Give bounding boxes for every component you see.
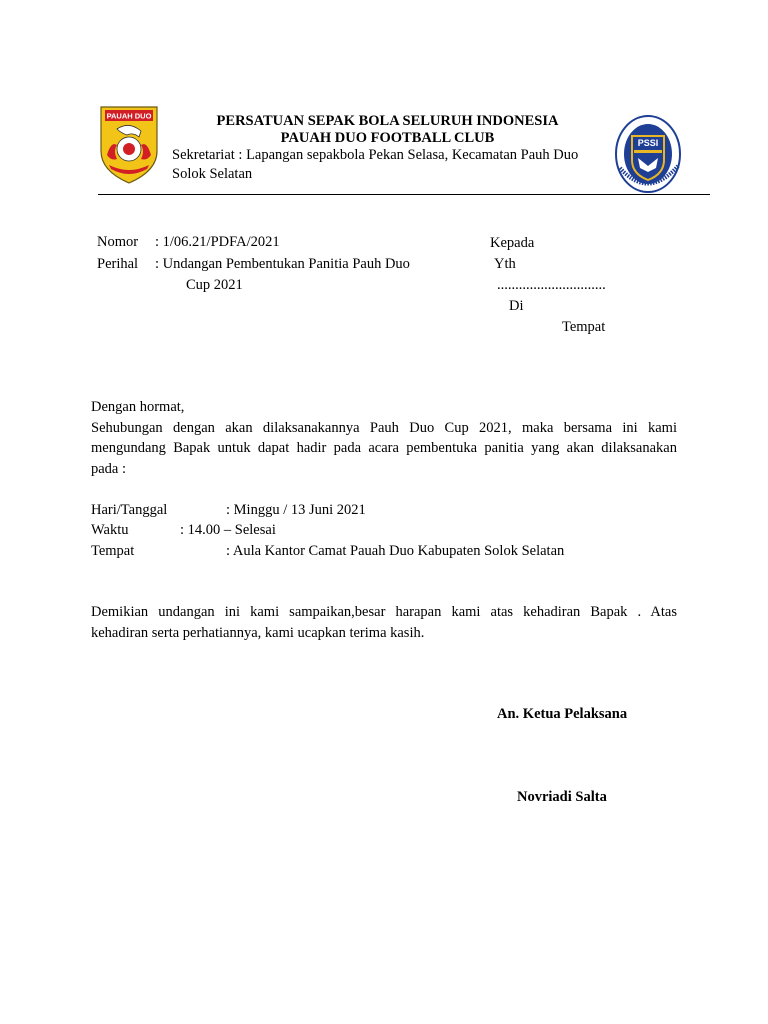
perihal-label: Perihal (97, 256, 139, 272)
logo-banner-text: PAUAH DUO (106, 111, 152, 121)
pssi-text: PSSI (637, 138, 659, 148)
recipient-tempat: Tempat (562, 319, 606, 335)
detail-waktu-value: : 14.00 – Selesai (180, 522, 276, 538)
detail-hari-label: Hari/Tanggal (91, 502, 168, 518)
nomor-label: Nomor (97, 234, 139, 250)
perihal-value-line1: : Undangan Pembentukan Panitia Pauh Duo (155, 256, 410, 272)
paragraph1-line2: mengundang Bapak untuk dapat hadir pada acara pembentuka panitia yang akan dilaksanakan (91, 440, 677, 456)
pauah-duo-logo (99, 105, 159, 185)
recipient-yth: Yth (494, 256, 516, 272)
org-name-line2: PAUAH DUO FOOTBALL CLUB (280, 130, 495, 146)
signature-name: Novriadi Salta (517, 789, 607, 805)
detail-tempat-value: : Aula Kantor Camat Pauah Duo Kabupaten Solok Selatan (226, 543, 565, 559)
recipient-kepada: Kepada (490, 235, 535, 251)
detail-waktu-label: Waktu (91, 522, 129, 538)
signature-title: An. Ketua Pelaksana (497, 706, 628, 722)
recipient-dots: .............................. (497, 277, 606, 293)
detail-hari-value: : Minggu / 13 Juni 2021 (226, 502, 366, 518)
closing-line2: kehadiran serta perhatiannya, kami ucapkan terima kasih. (91, 625, 425, 641)
recipient-di: Di (509, 298, 524, 314)
nomor-value: : 1/06.21/PDFA/2021 (155, 234, 280, 250)
greeting: Dengan hormat, (91, 399, 185, 415)
secretariat-address-line2: Solok Selatan (172, 166, 253, 182)
paragraph1-line1: Sehubungan dengan akan dilaksanakannya Pauh Duo Cup 2021, maka bersama ini kami (91, 420, 677, 436)
logo-ball-center (123, 143, 135, 155)
org-name-line1: PERSATUAN SEPAK BOLA SELURUH INDONESIA (216, 113, 559, 129)
closing-line1: Demikian undangan ini kami sampaikan,besar harapan kami atas kehadiran Bapak . Atas (91, 604, 677, 620)
paragraph1-line3: pada : (91, 461, 127, 477)
detail-tempat-label: Tempat (91, 543, 135, 559)
pssi-gold-bar (634, 150, 662, 153)
header-divider (98, 194, 710, 195)
perihal-value-line2: Cup 2021 (186, 277, 243, 293)
pssi-logo (612, 108, 690, 196)
secretariat-address-line1: Sekretariat : Lapangan sepakbola Pekan Selasa, Kecamatan Pauh Duo (172, 147, 579, 163)
